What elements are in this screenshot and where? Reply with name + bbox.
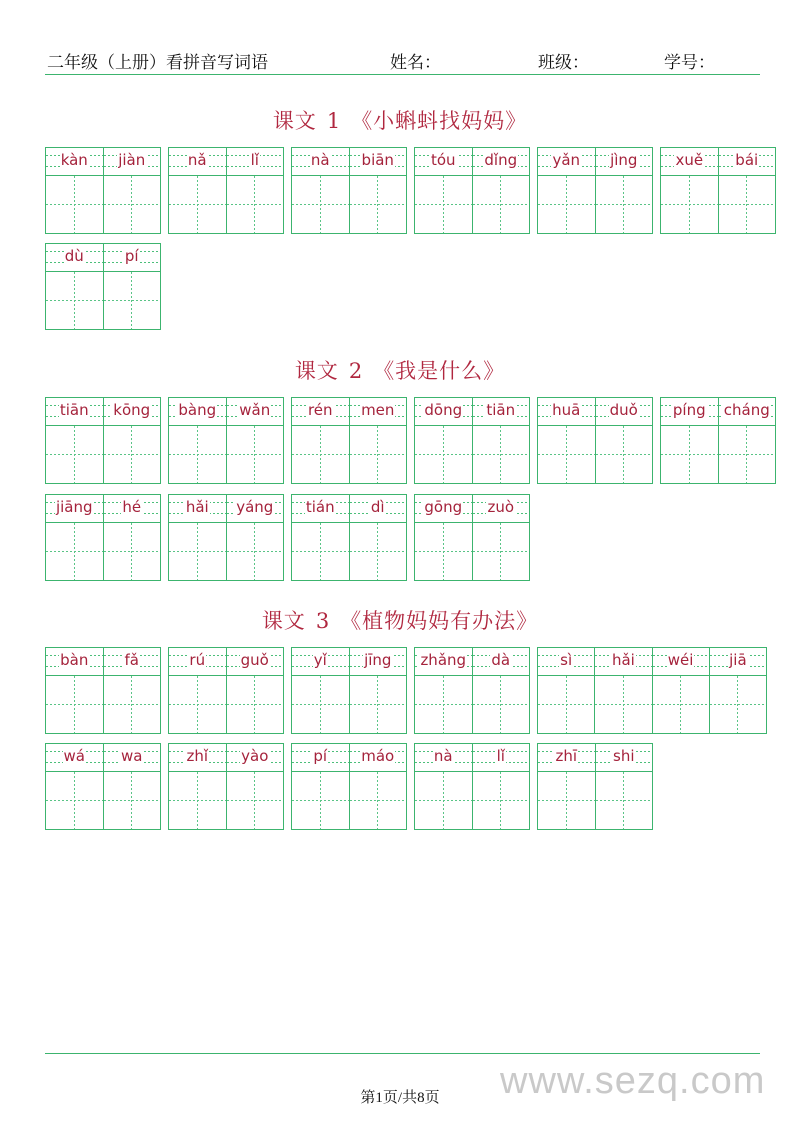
pinyin-cell [226,398,284,425]
pinyin-row [46,744,160,772]
pinyin-text: zuò [487,498,515,516]
tianzige-writing-cell[interactable] [595,176,653,233]
character-writing-row [292,426,406,483]
pinyin-cell [415,495,472,522]
pinyin-cell [103,398,161,425]
pinyin-cell [103,244,161,271]
pinyin-row [46,244,160,272]
student-number-label: 学号： [664,53,715,73]
pinyin-cell [718,148,776,175]
tianzige-writing-cell[interactable] [661,176,718,233]
pinyin-text: jīng [364,651,392,669]
pinyin-text: yǎn [552,151,581,169]
tianzige-writing-cell[interactable] [292,676,349,733]
pinyin-text: bái [735,151,759,169]
tianzige-writing-cell[interactable] [538,176,595,233]
pinyin-row [415,398,529,426]
tianzige-writing-cell[interactable] [538,426,595,483]
class-label: 班级： [538,53,589,73]
character-writing-row [661,176,775,233]
character-writing-row [169,676,283,733]
pinyin-row [46,495,160,523]
pinyin-row [661,398,775,426]
pinyin-cell [538,398,595,425]
pinyin-text: zhī [555,747,578,765]
pinyin-text: lǐ [250,151,259,169]
character-writing-row [169,772,283,829]
word-box [291,494,407,581]
tianzige-writing-cell[interactable] [226,523,284,580]
pinyin-cell [349,744,407,771]
pinyin-cell [226,148,284,175]
word-box [414,397,530,484]
pinyin-cell [169,495,226,522]
tianzige-writing-cell[interactable] [472,176,530,233]
pinyin-row [538,744,652,772]
pinyin-cell [472,648,530,675]
pinyin-cell [226,648,284,675]
tianzige-writing-cell[interactable] [652,676,709,733]
tianzige-writing-cell[interactable] [226,772,284,829]
pinyin-cell [169,648,226,675]
pinyin-text: hǎi [185,498,209,516]
pinyin-cell [46,495,103,522]
word-box [537,147,653,234]
pinyin-text: bàng [178,401,217,419]
pinyin-text: máo [361,747,395,765]
pinyin-cell [538,648,594,675]
pinyin-text: tiān [59,401,89,419]
pinyin-cell [226,495,284,522]
pinyin-cell [595,398,653,425]
pinyin-text: nà [433,747,453,765]
tianzige-writing-cell[interactable] [46,272,103,329]
tianzige-writing-cell[interactable] [415,426,472,483]
pinyin-row [169,648,283,676]
pinyin-cell [594,648,651,675]
lesson-prefix: 课文 [261,609,306,633]
lesson-title [0,605,800,635]
pinyin-cell [709,648,766,675]
lesson-name: 《我是什么》 [373,359,506,383]
word-box [414,494,530,581]
pinyin-text: tián [305,498,335,516]
pinyin-cell [652,648,709,675]
word-box [414,647,530,734]
word-box [414,147,530,234]
character-writing-row [46,426,160,483]
pinyin-cell [415,648,472,675]
pinyin-row [292,648,406,676]
pinyin-row [169,398,283,426]
character-writing-row [46,676,160,733]
pinyin-cell [595,148,653,175]
word-box [45,743,161,830]
pinyin-text: sì [560,651,573,669]
pinyin-cell [595,744,653,771]
word-box [168,397,284,484]
pinyin-text: zhǐ [186,747,209,765]
tianzige-writing-cell[interactable] [226,426,284,483]
character-writing-row [292,523,406,580]
character-writing-row [46,176,160,233]
pinyin-row [169,495,283,523]
character-writing-row [661,426,775,483]
pinyin-text: yǐ [313,651,327,669]
pinyin-text: nǎ [187,151,207,169]
pinyin-cell [472,495,530,522]
pinyin-cell [169,744,226,771]
character-writing-row [415,426,529,483]
pinyin-cell [103,148,161,175]
tianzige-writing-cell[interactable] [415,772,472,829]
pinyin-text: kōng [113,401,151,419]
pinyin-text: wǎn [239,401,271,419]
pinyin-cell [472,148,530,175]
pinyin-row [292,148,406,176]
pinyin-cell [349,148,407,175]
tianzige-writing-cell[interactable] [718,426,776,483]
pinyin-text: jiāng [55,498,93,516]
pinyin-cell [349,398,407,425]
word-box [660,397,776,484]
tianzige-writing-cell[interactable] [349,523,407,580]
tianzige-writing-cell[interactable] [46,523,103,580]
character-writing-row [169,426,283,483]
pinyin-cell [349,495,407,522]
word-box [414,743,530,830]
pinyin-cell [349,648,407,675]
pinyin-text: dōng [424,401,463,419]
pinyin-cell [472,744,530,771]
pinyin-cell [46,398,103,425]
pinyin-text: wa [121,747,143,765]
tianzige-writing-cell[interactable] [46,176,103,233]
tianzige-writing-cell[interactable] [103,176,161,233]
word-box [168,743,284,830]
pinyin-cell [169,148,226,175]
pinyin-row [661,148,775,176]
pinyin-text: huā [552,401,581,419]
tianzige-writing-cell[interactable] [349,676,407,733]
character-writing-row [415,523,529,580]
tianzige-writing-cell[interactable] [595,772,653,829]
name-label: 姓名： [390,53,441,73]
tianzige-writing-cell[interactable] [292,523,349,580]
pinyin-cell [415,744,472,771]
lesson-title [0,105,800,135]
pinyin-cell [292,648,349,675]
pinyin-cell [718,398,776,425]
site-watermark: www.sezq.com [500,1060,766,1102]
tianzige-writing-cell[interactable] [292,772,349,829]
tianzige-writing-cell[interactable] [472,523,530,580]
character-writing-row [415,676,529,733]
word-box [660,147,776,234]
character-writing-row [292,676,406,733]
pinyin-text: jiā [729,651,747,669]
word-box [168,494,284,581]
pinyin-text: nà [310,151,330,169]
pinyin-text: pí [313,747,328,765]
character-writing-row [538,772,652,829]
pinyin-row [538,398,652,426]
word-box [291,147,407,234]
word-box [291,743,407,830]
tianzige-writing-cell[interactable] [103,772,161,829]
pinyin-row [292,398,406,426]
tianzige-writing-cell[interactable] [226,676,284,733]
character-writing-row [169,523,283,580]
pinyin-row [415,148,529,176]
tianzige-writing-cell[interactable] [415,523,472,580]
lesson-number: 2 [348,359,364,383]
pinyin-row [292,495,406,523]
pinyin-cell [103,495,161,522]
word-box [45,243,161,330]
tianzige-writing-cell[interactable] [661,426,718,483]
tianzige-writing-cell[interactable] [709,676,766,733]
character-writing-row [538,176,652,233]
pinyin-row [415,744,529,772]
pinyin-text: guǒ [240,651,269,669]
tianzige-writing-cell[interactable] [103,272,161,329]
pinyin-row [46,398,160,426]
tianzige-writing-cell[interactable] [169,426,226,483]
tianzige-writing-cell[interactable] [169,676,226,733]
tianzige-writing-cell[interactable] [169,772,226,829]
tianzige-writing-cell[interactable] [595,426,653,483]
pinyin-text: rú [189,651,206,669]
lesson-prefix: 课文 [294,359,339,383]
pinyin-text: bàn [60,651,89,669]
pinyin-text: hé [122,498,142,516]
word-box [168,147,284,234]
tianzige-writing-cell[interactable] [538,676,594,733]
pinyin-text: men [361,401,395,419]
lesson-number: 1 [326,109,342,133]
pinyin-text: jiàn [118,151,146,169]
pinyin-text: fǎ [124,651,139,669]
character-writing-row [46,272,160,329]
word-box [291,397,407,484]
word-box [537,397,653,484]
pinyin-cell [415,148,472,175]
tianzige-writing-cell[interactable] [349,426,407,483]
lesson-title [0,355,800,385]
pinyin-text: dǐng [484,151,518,169]
pinyin-text: dì [370,498,385,516]
pinyin-text: píng [672,401,706,419]
tianzige-writing-cell[interactable] [46,426,103,483]
pinyin-text: biān [361,151,394,169]
character-writing-row [415,772,529,829]
character-writing-row [292,176,406,233]
word-box [537,743,653,830]
pinyin-text: shi [613,747,635,765]
word-box [168,647,284,734]
pinyin-text: wá [63,747,85,765]
tianzige-writing-cell[interactable] [718,176,776,233]
pinyin-row [46,148,160,176]
tianzige-writing-cell[interactable] [594,676,651,733]
word-box [45,397,161,484]
pinyin-text: yào [241,747,269,765]
character-writing-row [415,176,529,233]
worksheet-header [45,46,760,75]
pinyin-cell [103,648,161,675]
character-writing-row [46,523,160,580]
word-box [537,647,767,734]
pinyin-row [415,495,529,523]
pinyin-cell [538,744,595,771]
pinyin-cell [538,148,595,175]
pinyin-text: gōng [424,498,463,516]
pinyin-row [169,148,283,176]
character-writing-row [538,676,766,733]
pinyin-cell [292,744,349,771]
tianzige-writing-cell[interactable] [46,772,103,829]
pinyin-row [169,744,283,772]
word-box [45,494,161,581]
tianzige-writing-cell[interactable] [292,176,349,233]
character-writing-row [292,772,406,829]
tianzige-writing-cell[interactable] [169,176,226,233]
lesson-prefix: 课文 [272,109,317,133]
tianzige-writing-cell[interactable] [226,176,284,233]
pinyin-row [292,744,406,772]
tianzige-writing-cell[interactable] [46,676,103,733]
pinyin-cell [46,648,103,675]
pinyin-text: yáng [236,498,274,516]
footer-divider [45,1053,760,1054]
tianzige-writing-cell[interactable] [472,426,530,483]
tianzige-writing-cell[interactable] [169,523,226,580]
worksheet-title: 二年级（上册）看拼音写词语 [47,53,268,73]
pinyin-text: kàn [60,151,88,169]
pinyin-text: tóu [430,151,456,169]
pinyin-text: hǎi [611,651,635,669]
pinyin-cell [415,398,472,425]
pinyin-text: dà [491,651,511,669]
word-box [45,147,161,234]
pinyin-row [46,648,160,676]
word-box [45,647,161,734]
pinyin-text: rén [307,401,333,419]
pinyin-cell [169,398,226,425]
tianzige-writing-cell[interactable] [292,426,349,483]
tianzige-writing-cell[interactable] [472,676,530,733]
tianzige-writing-cell[interactable] [415,676,472,733]
pinyin-cell [472,398,530,425]
character-writing-row [169,176,283,233]
lesson-name: 《植物妈妈有办法》 [340,609,539,633]
pinyin-text: zhǎng [420,651,467,669]
pinyin-row [538,648,766,676]
tianzige-writing-cell[interactable] [349,772,407,829]
character-writing-row [538,426,652,483]
tianzige-writing-cell[interactable] [349,176,407,233]
pinyin-cell [661,398,718,425]
word-box [291,647,407,734]
pinyin-text: tiān [486,401,516,419]
pinyin-cell [292,495,349,522]
pinyin-cell [46,744,103,771]
tianzige-writing-cell[interactable] [472,772,530,829]
pinyin-text: duǒ [609,401,638,419]
tianzige-writing-cell[interactable] [415,176,472,233]
tianzige-writing-cell[interactable] [103,676,161,733]
pinyin-text: lǐ [496,747,505,765]
pinyin-text: pí [124,247,139,265]
pinyin-text: jìng [610,151,638,169]
pinyin-text: wéi [667,651,694,669]
pinyin-text: xuě [675,151,704,169]
pinyin-cell [103,744,161,771]
pinyin-text: dù [64,247,84,265]
pinyin-cell [46,148,103,175]
pinyin-cell [661,148,718,175]
page-number: 第1页/共8页 [360,1090,440,1106]
pinyin-cell [46,244,103,271]
lesson-number: 3 [315,609,331,633]
tianzige-writing-cell[interactable] [103,523,161,580]
tianzige-writing-cell[interactable] [538,772,595,829]
pinyin-row [415,648,529,676]
pinyin-cell [292,148,349,175]
tianzige-writing-cell[interactable] [103,426,161,483]
character-writing-row [46,772,160,829]
pinyin-row [538,148,652,176]
lesson-name: 《小蝌蚪找妈妈》 [351,109,528,133]
pinyin-cell [226,744,284,771]
pinyin-cell [292,398,349,425]
pinyin-text: cháng [723,401,770,419]
